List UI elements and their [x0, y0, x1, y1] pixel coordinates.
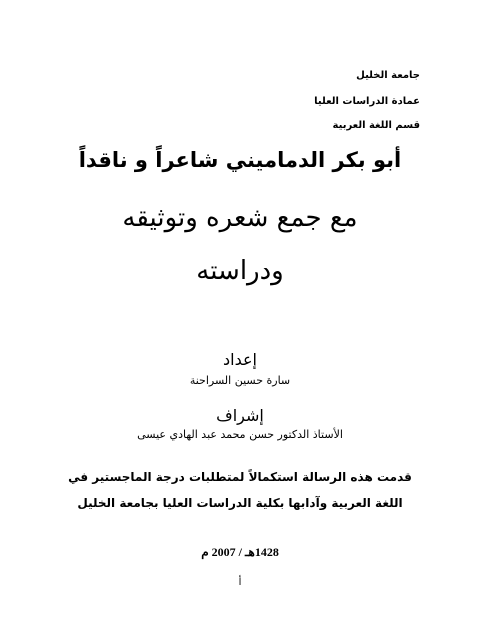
page-number: أ: [238, 577, 242, 588]
supervisor-name: الأستاذ الدكتور حسن محمد عبد الهادي عيسى: [137, 428, 343, 441]
author-name: سارة حسين السراحنة: [189, 374, 291, 387]
supervision-label: إشراف: [216, 406, 264, 425]
submission-note-line-1: قدمت هذه الرسالة استكمالاً لمتطلبات درجة الماجستير في: [68, 470, 412, 484]
university-name: جامعة الخليل: [356, 70, 420, 81]
department-name: قسم اللغة العربية: [332, 120, 420, 131]
submission-date: 1428هـ / 2007 م: [201, 545, 279, 559]
thesis-title-line-1: أبو بكر الدماميني شاعراً و ناقداً: [78, 148, 402, 172]
preparation-label: إعداد: [223, 350, 257, 369]
deanship-name: عمادة الدراسات العليا: [314, 96, 420, 107]
submission-note-line-2: اللغة العربية وآدابها بكلية الدراسات العليا بجامعة الخليل: [77, 496, 403, 510]
thesis-title-line-2: مع جمع شعره وتوثيقه: [122, 203, 358, 233]
thesis-title-line-3: ودراسته: [196, 256, 284, 286]
